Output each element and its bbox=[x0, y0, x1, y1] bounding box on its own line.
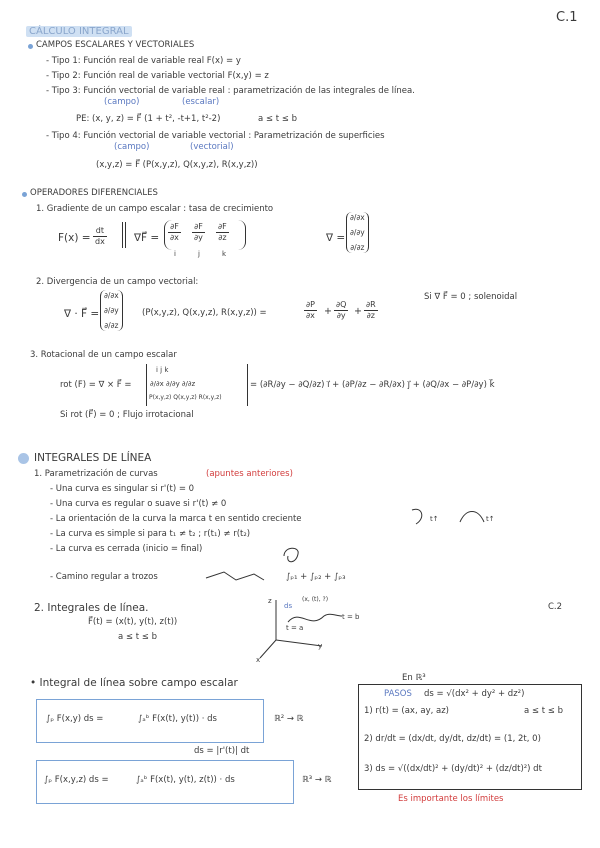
gradiente-fz-num: ∂F bbox=[218, 222, 227, 231]
nabla-z: ∂/∂z bbox=[350, 243, 365, 252]
paso-2: 2) dr/dt = (dx/dt, dy/dt, dz/dt) = (1, 2t, 0) bbox=[364, 734, 541, 744]
plus-sign: + bbox=[324, 306, 332, 317]
rotacional-title: 3. Rotacional de un campo escalar bbox=[30, 350, 177, 360]
nabla-z: ∂/∂z bbox=[104, 321, 119, 330]
point-label: (x, (t), ?) bbox=[302, 596, 329, 603]
paso-3: 3) ds = √((dx/dt)² + (dy/dt)² + (dz/dt)²) dt bbox=[364, 764, 542, 774]
gradiente-fz-den: ∂z bbox=[218, 233, 227, 242]
parametrizacion-title: 1. Parametrización de curvas bbox=[34, 469, 158, 479]
tipo-3-range: a ≤ t ≤ b bbox=[258, 114, 297, 124]
divergencia-lhs: ∇ · F⃗ = bbox=[64, 308, 100, 320]
axes-diagram bbox=[250, 594, 360, 664]
nabla-y: ∂/∂y bbox=[104, 306, 119, 315]
curva-item-3: - La orientación de la curva la marca t en sentido creciente bbox=[50, 514, 302, 524]
formula-r3-map: ℝ³ → ℝ bbox=[302, 775, 332, 785]
tipo-4-campo: (campo) bbox=[114, 142, 150, 152]
escalar-title: • Integral de línea sobre campo escalar bbox=[30, 677, 238, 689]
axis-y-label: y bbox=[318, 642, 323, 650]
dq-den: ∂y bbox=[336, 311, 346, 320]
rot-ijk: i j k bbox=[156, 366, 169, 374]
apuntes-note: (apuntes anteriores) bbox=[206, 469, 293, 479]
divergencia-dq bbox=[334, 300, 348, 321]
curva-item-4: - La curva es simple si para t₁ ≠ t₂ ; r(t₁) ≠ r(t₂) bbox=[50, 529, 251, 539]
nabla-x: ∂/∂x bbox=[104, 291, 119, 300]
section-heading-integrales: INTEGRALES DE LÍNEA bbox=[34, 452, 152, 464]
gradiente-fz bbox=[216, 222, 229, 243]
formula-r2-rhs: ∫ₐᵇ F(x(t), y(t)) · ds bbox=[138, 714, 217, 724]
formula-r2-map: ℝ² → ℝ bbox=[274, 714, 304, 724]
unit-vector-k: k bbox=[222, 250, 227, 258]
dr-den: ∂z bbox=[366, 311, 376, 320]
tipo-3-escalar: (escalar) bbox=[182, 97, 220, 107]
formula-r2-lhs: ∫ₚ F(x,y) ds = bbox=[46, 714, 104, 724]
bullet-icon bbox=[22, 192, 27, 197]
irrotacional-note: Si rot (F⃗) = 0 ; Flujo irrotacional bbox=[60, 410, 194, 420]
integral-linea-param: F⃗(t) = (x(t), y(t), z(t)) bbox=[88, 617, 178, 627]
en-r3-label: En ℝ³ bbox=[402, 673, 426, 683]
page-number: C.1 bbox=[556, 10, 578, 25]
pasos-label: PASOS bbox=[384, 689, 412, 699]
tipo-4-vectorial: (vectorial) bbox=[190, 142, 234, 152]
dp-den: ∂x bbox=[306, 311, 315, 320]
axis-z-label: z bbox=[268, 597, 272, 605]
curva-item-6: - Camino regular a trozos bbox=[50, 572, 158, 582]
tipo-3-campo: (campo) bbox=[104, 97, 140, 107]
formula-r3-rhs: ∫ₐᵇ F(x(t), y(t), z(t)) · ds bbox=[136, 775, 235, 785]
bullet-icon bbox=[28, 44, 33, 49]
dq-num: ∂Q bbox=[336, 300, 347, 309]
dr-num: ∂R bbox=[366, 300, 376, 309]
gradiente-fy-den: ∂y bbox=[194, 233, 203, 242]
formula-r3-lhs: ∫ₚ F(x,y,z) ds = bbox=[44, 775, 109, 785]
divergencia-title: 2. Divergencia de un campo vectorial: bbox=[36, 277, 199, 287]
ds-definition: ds = |r'(t)| dt bbox=[194, 746, 250, 756]
solenoidal-note: Si ∇ F⃗ = 0 ; solenoidal bbox=[424, 292, 518, 302]
gradiente-fx-num: ∂F bbox=[168, 222, 181, 233]
tipo-4: - Tipo 4: Función vectorial de variable vectorial : Parametrización de superficies bbox=[46, 131, 385, 141]
divergencia-nabla-vector bbox=[100, 290, 123, 331]
curva-item-1: - Una curva es singular si r'(t) = 0 bbox=[50, 484, 195, 494]
unit-vector-i: i bbox=[174, 250, 176, 258]
rot-pqr: P(x,y,z) Q(x,y,z) R(x,y,z) bbox=[149, 394, 222, 401]
tipo-4-formula: (x,y,z) = F⃗ (P(x,y,z), Q(x,y,z), R(x,y,z)) bbox=[96, 160, 258, 170]
divergencia-dp bbox=[304, 300, 317, 321]
rotacional-expansion: = (∂R/∂y − ∂Q/∂z) i⃗ + (∂P/∂z − ∂R/∂x) j⃗ + (∂Q/∂x − ∂P/∂y) k⃗ bbox=[250, 380, 495, 390]
t-a-label: t = a bbox=[286, 624, 304, 632]
integral-linea-range: a ≤ t ≤ b bbox=[118, 632, 157, 642]
section-bullet-icon bbox=[18, 453, 29, 464]
nabla-x: ∂/∂x bbox=[350, 213, 365, 222]
rot-derivatives: ∂/∂x ∂/∂y ∂/∂z bbox=[150, 380, 196, 388]
importante-note: Es importante los límites bbox=[398, 794, 504, 804]
plus-sign: + bbox=[354, 306, 362, 317]
unit-vector-j: j bbox=[198, 250, 200, 258]
paso-1-range: a ≤ t ≤ b bbox=[524, 706, 563, 716]
integral-linea-title: 2. Integrales de línea. bbox=[34, 602, 149, 614]
tipo-2: - Tipo 2: Función real de variable vectorial F(x,y) = z bbox=[46, 71, 269, 81]
paso-1: 1) r(t) = (ax, ay, az) bbox=[364, 706, 449, 716]
nabla-vector bbox=[346, 212, 369, 253]
dp-num: ∂P bbox=[306, 300, 315, 309]
ds-label: ds bbox=[284, 602, 293, 610]
gradiente-fy-num: ∂F bbox=[192, 222, 205, 233]
divergencia-rhs: (P(x,y,z), Q(x,y,z), R(x,y,z)) = bbox=[142, 308, 267, 318]
gradiente-nabla-lhs: ∇F⃗ = bbox=[134, 232, 160, 244]
page-title: CÁLCULO INTEGRAL bbox=[26, 26, 132, 37]
pasos-ds: ds = √(dx² + dy² + dz²) bbox=[424, 689, 525, 699]
gradiente-fraction bbox=[93, 226, 107, 247]
tipo-3-formula: PE: (x, y, z) = F⃗ (1 + t², -t+1, t²-2) bbox=[76, 114, 221, 124]
divider bbox=[122, 222, 123, 248]
orientation-arrow-1: t↑ bbox=[430, 515, 439, 523]
gradiente-num: dt bbox=[93, 226, 107, 237]
orientation-sketch-icon bbox=[408, 504, 518, 530]
gradiente-title: 1. Gradiente de un campo escalar : tasa de crecimiento bbox=[36, 204, 274, 214]
gradiente-lhs: F(x) = bbox=[58, 232, 91, 244]
axis-x-label: x bbox=[256, 656, 261, 664]
rotacional-lhs: rot (F) = ∇ × F⃗ = bbox=[60, 380, 132, 390]
gradiente-fx-den: ∂x bbox=[170, 233, 179, 242]
curva-item-2: - Una curva es regular o suave si r'(t) ≠ 0 bbox=[50, 499, 227, 509]
gradiente-fx bbox=[168, 222, 181, 243]
gradiente-fy bbox=[192, 222, 205, 243]
nabla-y: ∂/∂y bbox=[350, 228, 365, 237]
divider bbox=[125, 222, 126, 248]
closed-curve-icon bbox=[280, 544, 304, 566]
divergencia-dr bbox=[364, 300, 378, 321]
piecewise-path-icon bbox=[204, 566, 268, 586]
nabla-definition: ∇ = bbox=[326, 232, 346, 244]
section-heading-operadores: OPERADORES DIFERENCIALES bbox=[30, 188, 158, 198]
t-b-label: t = b bbox=[342, 613, 360, 621]
section-heading-campos: CAMPOS ESCALARES Y VECTORIALES bbox=[36, 40, 195, 50]
orientation-arrow-2: t↑ bbox=[486, 515, 495, 523]
curva-item-5: - La curva es cerrada (inicio = final) bbox=[50, 544, 203, 554]
path-sum: ∫ₚ₁ + ∫ₚ₂ + ∫ₚ₃ bbox=[286, 572, 346, 582]
page-number-2: C.2 bbox=[548, 602, 563, 612]
tipo-1: - Tipo 1: Función real de variable real F(x) = y bbox=[46, 56, 241, 66]
gradiente-den: dx bbox=[95, 237, 105, 246]
tipo-3: - Tipo 3: Función vectorial de variable real : parametrización de las integrales de línea. bbox=[46, 86, 415, 96]
